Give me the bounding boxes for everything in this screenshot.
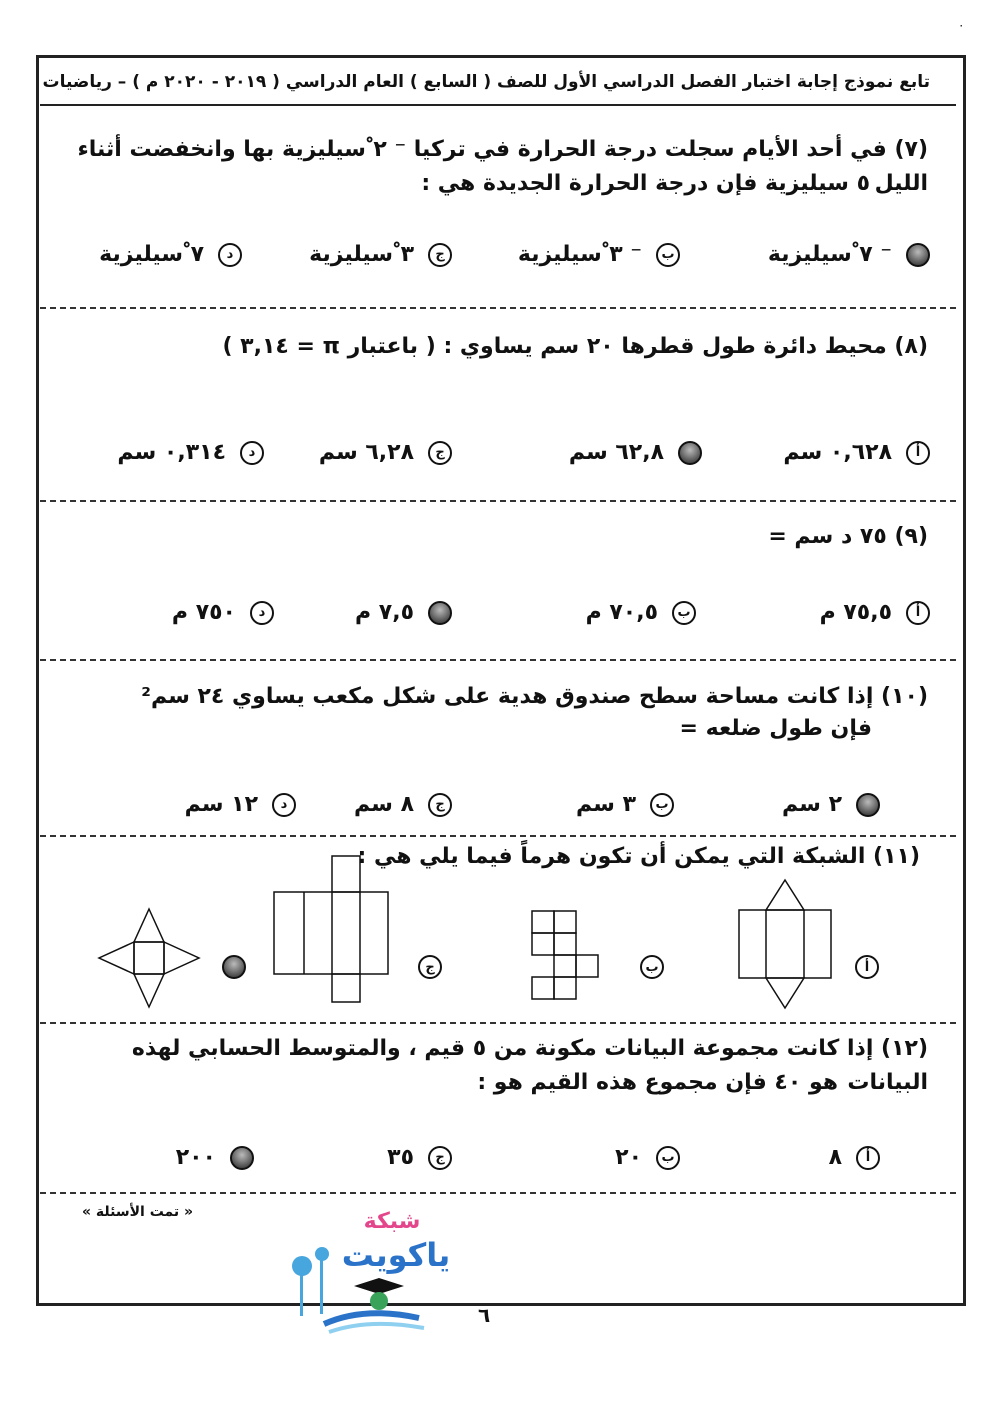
q12-option-a-text: ٨ xyxy=(828,1145,842,1170)
q7-line2: ٥ سيليزية فإن درجة الحرارة الجديدة هي : xyxy=(421,171,870,196)
q7-line1: (٧) في أحد الأيام سجلت درجة الحرارة في تركيا ⁻ ٢ ْسيليزية بها وانخفضت أثناء الليل xyxy=(77,137,928,196)
q7-option-b-text: ⁻ ٣ ْسيليزية xyxy=(517,242,642,267)
divider xyxy=(40,659,956,661)
logo-text-shabaka: شبكة xyxy=(363,1209,421,1234)
q9-option-d-radio[interactable]: د xyxy=(250,601,274,625)
q11-option-c-figure[interactable] xyxy=(270,852,400,1012)
yakuwait-logo xyxy=(284,1206,451,1336)
divider xyxy=(40,835,956,837)
q10-line1: (١٠) إذا كانت مساحة سطح صندوق هدية على شكل مكعب يساوي ٢٤ سم² xyxy=(141,684,928,709)
q7-option-d-radio[interactable]: د xyxy=(218,243,242,267)
q9-option-b[interactable] xyxy=(586,600,696,625)
q8-option-d[interactable] xyxy=(117,440,264,465)
q12-option-c[interactable] xyxy=(387,1145,452,1170)
q10-option-a-text: ٢ سم xyxy=(782,792,842,817)
q12-option-d-text: ٢٠٠ xyxy=(175,1145,216,1170)
q7-option-c-text: ٣ ْسيليزية xyxy=(309,242,414,267)
q9-option-a[interactable] xyxy=(820,600,930,625)
q11-option-d-figure[interactable] xyxy=(96,905,202,1011)
header-divider xyxy=(40,104,956,106)
q8-option-d-radio[interactable]: د xyxy=(240,441,264,465)
q8-option-b[interactable] xyxy=(569,440,702,465)
q12-option-c-text: ٣٥ xyxy=(387,1145,414,1170)
q8-line1: (٨) محيط دائرة طول قطرها ٢٠ سم يساوي : ( باعتبار π = ٣,١٤ ) xyxy=(222,334,928,359)
q8-option-c[interactable] xyxy=(319,440,452,465)
q10-option-c-text: ٨ سم xyxy=(354,792,414,817)
q12-option-c-radio[interactable]: ج xyxy=(428,1146,452,1170)
q10-option-c-radio[interactable]: ج xyxy=(428,793,452,817)
q11-option-a-figure[interactable] xyxy=(735,880,835,1040)
q9-option-d-text: ٧٥٠ م xyxy=(171,600,236,625)
q9-option-c-text: ٧,٥ م xyxy=(354,600,414,625)
q10-option-b[interactable] xyxy=(576,792,674,817)
logo-text-yakuwait: ياكويت xyxy=(341,1236,451,1274)
q7-option-d-text: ٧ ْسيليزية xyxy=(99,242,204,267)
q10-option-d-radio[interactable]: د xyxy=(272,793,296,817)
q7-option-a-text: ⁻ ٧ ْسيليزية xyxy=(767,242,892,267)
q8-option-c-text: ٦,٢٨ سم xyxy=(318,440,414,465)
q8-option-a[interactable] xyxy=(783,440,930,465)
q10-option-d[interactable] xyxy=(185,792,296,817)
q11-option-b-radio[interactable]: ب xyxy=(640,955,664,979)
q12-option-b[interactable] xyxy=(615,1145,680,1170)
q7-option-b-radio[interactable]: ب xyxy=(656,243,680,267)
q10-option-d-text: ١٢ سم xyxy=(184,792,258,817)
q9-option-c[interactable] xyxy=(355,600,452,625)
q8-option-b-radio[interactable] xyxy=(678,441,702,465)
q11-line1: (١١) الشبكة التي يمكن أن تكون هرماً فيما يلي هي : xyxy=(357,844,920,869)
q11-option-c-radio[interactable]: ج xyxy=(418,955,442,979)
q7-option-d[interactable] xyxy=(99,242,242,267)
q10-option-c[interactable] xyxy=(354,792,452,817)
q10-option-a[interactable] xyxy=(782,792,880,817)
q11-option-d-radio[interactable] xyxy=(222,955,246,979)
q8-option-a-text: ٠,٦٢٨ سم xyxy=(783,440,892,465)
q7-option-c[interactable] xyxy=(309,242,452,267)
divider xyxy=(40,500,956,502)
q8-option-c-radio[interactable]: ج xyxy=(428,441,452,465)
q9-option-a-radio[interactable]: أ xyxy=(906,601,930,625)
q11-option-b-figure[interactable] xyxy=(525,905,625,1005)
q10-option-b-text: ٣ سم xyxy=(576,792,636,817)
divider xyxy=(40,1192,956,1194)
q9-option-c-radio[interactable] xyxy=(428,601,452,625)
end-of-questions-note: « تمت الأسئلة » xyxy=(82,1204,194,1220)
q12-option-d-radio[interactable] xyxy=(230,1146,254,1170)
q12-line2: هو ٤٠ فإن مجموع هذه القيم هو : xyxy=(477,1070,838,1095)
divider xyxy=(40,1022,956,1024)
q10-line2: فإن طول ضلعه = xyxy=(679,716,872,741)
q12-option-b-text: ٢٠ xyxy=(615,1145,642,1170)
q7-option-b[interactable] xyxy=(518,242,680,267)
q9-option-a-text: ٧٥,٥ م xyxy=(819,600,892,625)
q9-option-d[interactable] xyxy=(172,600,274,625)
q12-line1: (١٢) إذا كانت مجموعة البيانات مكونة من ٥ قيم ، والمتوسط الحسابي لهذه البيانات xyxy=(131,1036,928,1095)
q8-option-d-text: ٠,٣١٤ سم xyxy=(117,440,226,465)
q12-option-a-radio[interactable]: أ xyxy=(856,1146,880,1170)
q7-option-c-radio[interactable]: ج xyxy=(428,243,452,267)
q7-option-a-radio[interactable] xyxy=(906,243,930,267)
q12-option-b-radio[interactable]: ب xyxy=(656,1146,680,1170)
corner-mark: ٠ xyxy=(958,18,965,32)
q8-option-a-radio[interactable]: أ xyxy=(906,441,930,465)
page-header-title: تابع نموذج إجابة اختبار الفصل الدراسي الأول للصف ( السابع ) العام الدراسي ( ٢٠١٩ - ٢٠٢٠ م ) – رياضيات xyxy=(42,72,930,92)
q10-option-b-radio[interactable]: ب xyxy=(650,793,674,817)
q7-option-a[interactable] xyxy=(768,242,930,267)
divider xyxy=(40,307,956,309)
q9-option-b-text: ٧٠,٥ م xyxy=(585,600,658,625)
q10-option-a-radio[interactable] xyxy=(856,793,880,817)
q9-line1: (٩) ٧٥ د سم = xyxy=(768,524,928,549)
page-number: ٦ xyxy=(478,1303,491,1327)
q11-option-a-radio[interactable]: أ xyxy=(855,955,879,979)
q12-option-d[interactable] xyxy=(176,1145,254,1170)
q9-option-b-radio[interactable]: ب xyxy=(672,601,696,625)
q8-option-b-text: ٦٢,٨ سم xyxy=(568,440,664,465)
q12-option-a[interactable] xyxy=(829,1145,880,1170)
